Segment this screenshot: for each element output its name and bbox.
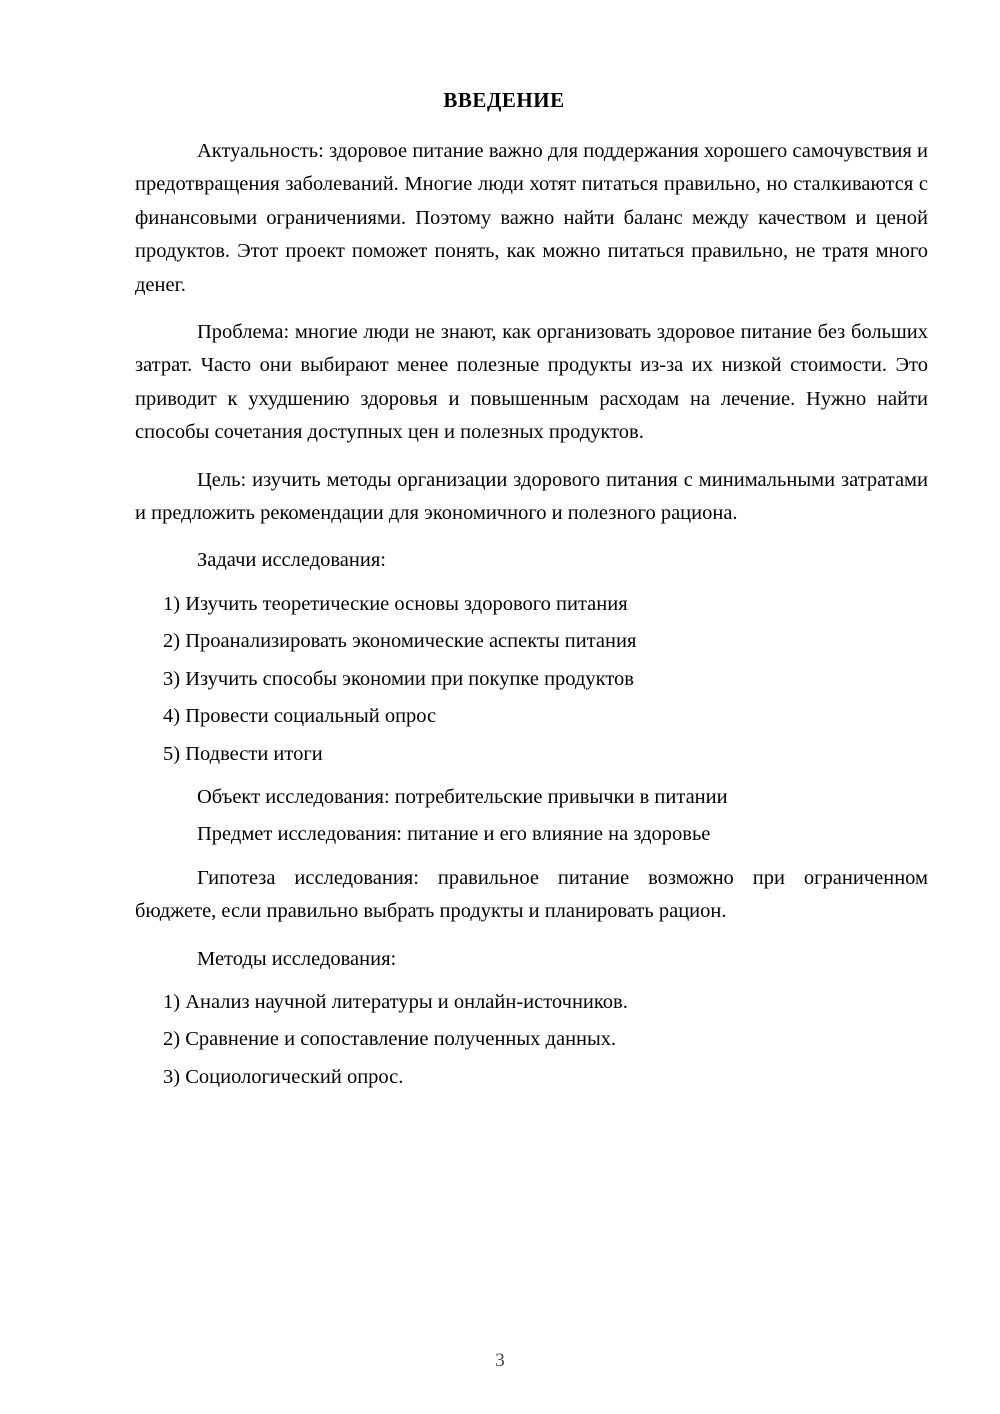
tasks-heading: Задачи исследования:: [197, 549, 386, 572]
paragraph-subject: Предмет исследования: питание и его влияние на здоровье: [197, 823, 711, 846]
page-number: 3: [495, 1350, 505, 1371]
paragraph-hypothesis: Гипотеза исследования: правильное питание возможно при ограниченном бюджете, если правильно выбрать продукты и планировать рацион.: [135, 866, 928, 923]
list-item: 4) Провести социальный опрос: [163, 705, 437, 728]
paragraph-goal: Цель: изучить методы организации здорового питания с минимальными затратами и предложить рекомендации для экономичного и полезного рациона.: [135, 468, 928, 525]
list-item: 1) Анализ научной литературы и онлайн-источников.: [163, 990, 628, 1013]
methods-heading: Методы исследования:: [197, 947, 397, 970]
list-item: 2) Сравнение и сопоставление полученных данных.: [163, 1028, 617, 1051]
list-item: 2) Проанализировать экономические аспекты питания: [163, 630, 637, 653]
paragraph-object: Объект исследования: потребительские привычки в питании: [197, 785, 728, 808]
page-title: ВВЕДЕНИЕ: [443, 88, 565, 112]
paragraph-problem: Проблема: многие люди не знают, как организовать здоровое питание без больших затрат. Часто они выбирают менее полезные продукты из-за их низкой стоимости. Это приводит к ухудшению здоровья и повышенным расходам на лечение. Нужно найти способы сочетания доступных цен и полезных продуктов.: [135, 321, 928, 444]
list-item: 3) Социологический опрос.: [163, 1065, 404, 1088]
list-item: 1) Изучить теоретические основы здорового питания: [163, 592, 628, 615]
list-item: 5) Подвести итоги: [163, 742, 323, 765]
list-item: 3) Изучить способы экономии при покупке продуктов: [163, 667, 634, 690]
paragraph-relevance: Актуальность: здоровое питание важно для поддержания хорошего самочувствия и предотвращения заболеваний. Многие люди хотят питаться правильно, но сталкиваются с финансовыми ограничениями. Поэтому важно найти баланс между качеством и ценой продуктов. Этот проект поможет понять, как можно питаться правильно, не тратя много денег.: [135, 140, 928, 296]
